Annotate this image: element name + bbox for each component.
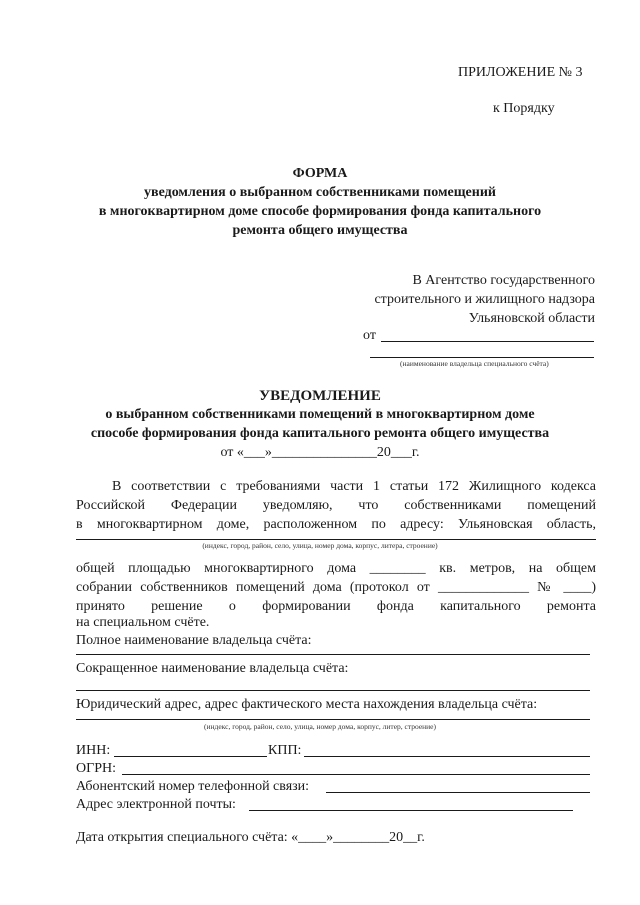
paragraph-2-line-4: на специальном счёте.	[76, 615, 210, 630]
kpp-line	[304, 756, 590, 757]
short-name-label: Сокращенное наименование владельца счёта:	[76, 661, 349, 676]
notice-heading: УВЕДОМЛЕНИЕ	[259, 388, 381, 404]
owner-name-caption: (наименование владельца специального счёта)	[400, 359, 549, 368]
paragraph-1-line-1: В соответствии с требованиями части 1 статьи 172 Жилищного кодекса	[112, 479, 596, 494]
account-open-date: Дата открытия специального счёта: «____»________20__г.	[76, 830, 425, 845]
from-blank-line	[381, 341, 594, 342]
notice-line-1: о выбранном собственниками помещений в многоквартирном доме	[105, 407, 535, 422]
owner-name-line	[370, 357, 594, 358]
form-title-line-3: ремонта общего имущества	[232, 223, 408, 238]
form-title-line-2: в многоквартирном доме способе формирования фонда капитального	[98, 204, 542, 219]
form-title-line-1: уведомления о выбранном собственниками помещений	[144, 185, 496, 200]
paragraph-2-line-3: принято решение о формировании фонда капитального ремонта	[76, 599, 596, 614]
notice-date: от «___»_______________20___г.	[220, 445, 420, 460]
address-caption: (индекс, город, район, село, улица, номер дома, корпус, литера, строение)	[202, 541, 438, 550]
address-blank-line	[76, 539, 596, 540]
inn-line	[114, 756, 267, 757]
legal-address-label: Юридический адрес, адрес фактического места нахождения владельца счёта:	[76, 697, 538, 712]
paragraph-2-line-1: общей площадью многоквартирного дома ________ кв. метров, на общем	[76, 561, 596, 576]
ogrn-label: ОГРН:	[76, 761, 116, 776]
addressee-line-2: строительного и жилищного надзора	[374, 292, 595, 307]
from-label: от	[363, 328, 376, 343]
phone-label: Абонентский номер телефонной связи:	[76, 779, 310, 794]
kpp-label: КПП:	[268, 743, 302, 758]
form-heading: ФОРМА	[292, 166, 348, 181]
appendix-label: ПРИЛОЖЕНИЕ № 3	[458, 65, 583, 80]
addressee-line-3: Ульяновской области	[468, 311, 595, 326]
email-line	[249, 810, 573, 811]
ogrn-line	[122, 774, 590, 775]
full-name-line	[76, 654, 590, 655]
phone-line	[326, 792, 590, 793]
paragraph-2-line-2: собрании собственников помещений дома (протокол от _____________ № ____)	[76, 580, 596, 595]
legal-address-caption: (индекс, город, район, село, улица, номер дома, корпус, литер, строение)	[203, 722, 437, 731]
full-name-label: Полное наименование владельца счёта:	[76, 633, 312, 648]
inn-label: ИНН:	[76, 743, 111, 758]
email-label: Адрес электронной почты:	[76, 797, 236, 812]
notice-line-2: способе формирования фонда капитального ремонта общего имущества	[90, 426, 550, 441]
legal-address-line	[76, 719, 590, 720]
paragraph-1-line-3: в многоквартирном доме, расположенном по адресу: Ульяновская область,	[76, 517, 596, 532]
to-order-label: к Порядку	[493, 101, 555, 116]
short-name-line	[76, 690, 590, 691]
addressee-line-1: В Агентство государственного	[412, 273, 595, 288]
paragraph-1-line-2: Российской Федерации уведомляю, что собственниками помещений	[76, 498, 596, 513]
